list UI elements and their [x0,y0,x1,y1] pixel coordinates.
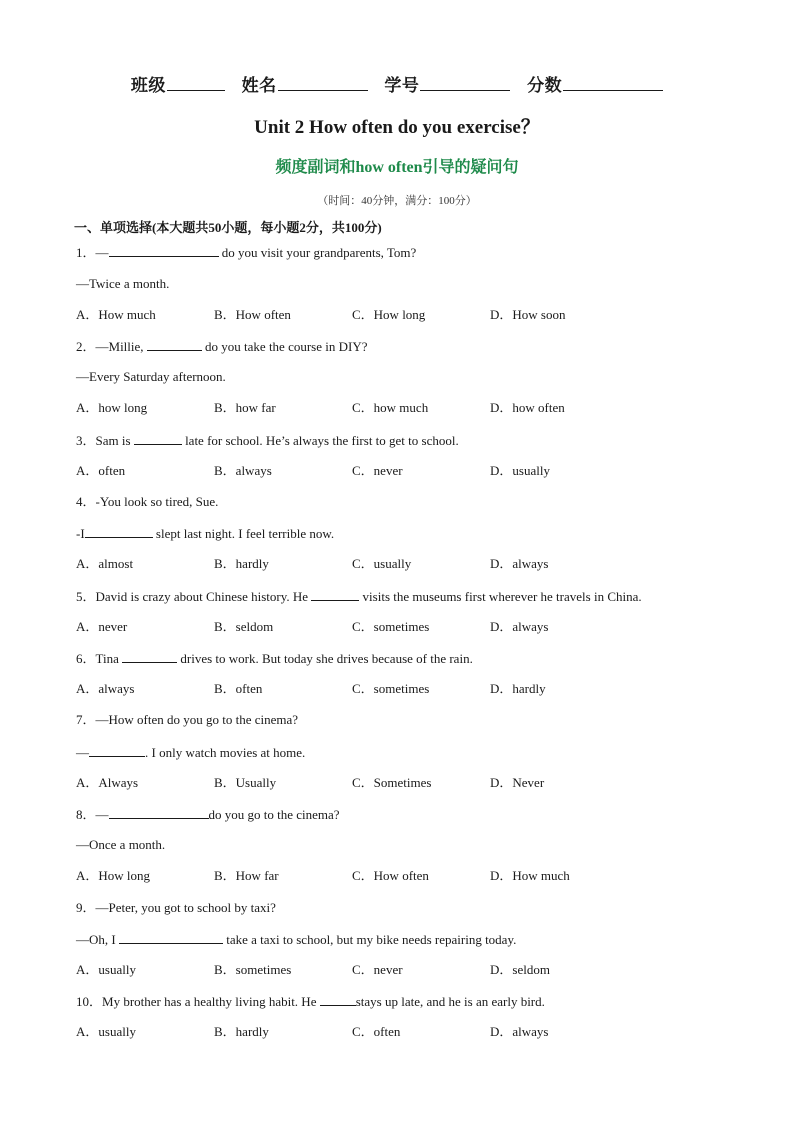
option-d[interactable]: D．How soon [490,307,566,322]
stem-text-before: — [95,807,109,822]
option-d[interactable]: D．hardly [490,681,546,696]
student-info-header [0,71,794,96]
stem-text-after: visits the museums first wherever he travels in China. [359,589,642,604]
section-heading: 一、单项选择(本大题共50小题，每小题2分，共100分) [74,220,382,235]
option-b[interactable]: B．hardly [214,1024,269,1039]
option-c[interactable]: C．sometimes [352,681,430,696]
option-d[interactable]: D．always [490,556,549,571]
question-stem [76,243,416,261]
number-blank[interactable] [420,74,510,91]
option-c[interactable]: C．often [352,1024,401,1039]
reply-line [76,930,516,948]
reply-text-before: — [76,745,89,760]
score-field [527,71,663,96]
answer-blank[interactable] [109,243,219,257]
option-row [76,618,736,636]
option-row [76,680,736,698]
stem-text-before: David is crazy about Chinese history. He [95,589,312,604]
option-c[interactable]: C．Sometimes [352,775,432,790]
reply-line: —Once a month. [76,837,166,852]
stem-text-after: do you go to the cinema? [208,807,340,822]
option-a[interactable]: A．Always [76,775,139,790]
option-a[interactable]: A．never [76,619,128,634]
option-d[interactable]: D．usually [490,463,550,478]
number-label: 学号 [384,76,420,95]
question-number: 4． [76,494,96,509]
option-a[interactable]: A．How long [76,868,151,883]
name-label: 姓名 [241,76,277,95]
option-d[interactable]: D．how often [490,400,565,415]
page-title: Unit 2 How often do you exercise？ [254,117,540,138]
time-score-note: （时间：40分钟，满分：100分） [317,195,477,207]
reply-line: —Every Saturday afternoon. [76,369,226,384]
option-d[interactable]: D．always [490,619,549,634]
class-field [131,71,225,96]
option-a[interactable]: A．usually [76,1024,136,1039]
question-stem [76,431,459,449]
option-a[interactable]: A．how long [76,400,148,415]
answer-blank[interactable] [119,930,223,944]
option-a[interactable]: A．almost [76,556,134,571]
answer-blank[interactable] [122,649,177,663]
score-blank[interactable] [563,74,663,91]
reply-text-after: take a taxi to school, but my bike needs repairing today. [222,932,517,947]
option-b[interactable]: B．always [214,463,272,478]
option-b[interactable]: B．how far [214,400,276,415]
option-b[interactable]: B．hardly [214,556,269,571]
question-stem [76,587,642,605]
reply-text-after: slept last night. I feel terrible now. [152,526,335,541]
reply-text-before: —Oh, I [76,932,119,947]
option-row [76,306,736,324]
option-a[interactable]: A．always [76,681,135,696]
question-number: 10． [76,994,103,1009]
reply-line [76,524,334,542]
stem-text-before: -You look so tired, Sue. [95,494,219,509]
answer-blank[interactable] [85,524,153,538]
stem-text-after: stays up late, and he is an early bird. [355,994,545,1009]
reply-line: —Twice a month. [76,276,170,291]
option-d[interactable]: D．seldom [490,962,550,977]
stem-text-before: —How often do you go to the cinema? [95,712,299,727]
reply-text-after: . I only watch movies at home. [145,745,306,760]
question-number: 9． [76,900,96,915]
stem-text-before: —Millie, [95,339,147,354]
option-d[interactable]: D．always [490,1024,549,1039]
option-c[interactable]: C．How often [352,868,429,883]
option-c[interactable]: C．usually [352,556,412,571]
question-number: 6． [76,651,96,666]
option-a[interactable]: A．How much [76,307,156,322]
answer-blank[interactable] [109,805,209,819]
question-number: 8． [76,807,96,822]
question-stem [76,649,473,667]
stem-text-after: late for school. He’s always the first to get to school. [181,433,459,448]
option-c[interactable]: C．sometimes [352,619,430,634]
question-number: 2． [76,339,96,354]
class-label: 班级 [130,76,166,95]
option-b[interactable]: B．often [214,681,263,696]
option-row [76,774,736,792]
option-b[interactable]: B．How often [214,307,291,322]
score-label: 分数 [527,76,563,95]
option-row [76,1023,736,1041]
reply-text-before: -I [76,526,85,541]
option-c[interactable]: C．How long [352,307,426,322]
option-d[interactable]: D．How much [490,868,570,883]
option-a[interactable]: A．often [76,463,126,478]
name-blank[interactable] [278,74,368,91]
question-stem [76,805,340,823]
stem-text-before: Tina [95,651,123,666]
option-row [76,555,736,573]
question-stem [76,899,276,917]
answer-blank[interactable] [311,587,359,601]
option-b[interactable]: B．How far [214,868,279,883]
option-c[interactable]: C．never [352,463,403,478]
option-c[interactable]: C．how much [352,400,429,415]
stem-text-after: drives to work. But today she drives because of the rain. [177,651,473,666]
option-c[interactable]: C．never [352,962,403,977]
class-blank[interactable] [167,74,225,91]
option-b[interactable]: B．seldom [214,619,274,634]
question-number: 7． [76,712,96,727]
stem-text-before: My brother has a healthy living habit. He [102,994,320,1009]
answer-blank[interactable] [89,743,145,757]
stem-text-before: Sam is [95,433,134,448]
page-subtitle: 频度副词和how often引导的疑问句 [275,159,519,176]
question-stem [76,493,218,511]
option-row [76,462,736,480]
question-stem [76,337,368,355]
stem-text-after: do you take the course in DIY? [201,339,368,354]
question-number: 1． [76,245,96,260]
answer-blank[interactable] [147,337,202,351]
answer-blank[interactable] [320,992,356,1006]
option-b[interactable]: B．sometimes [214,962,292,977]
option-row [76,867,736,885]
reply-line [76,743,305,761]
stem-text-before: —Peter, you got to school by taxi? [95,900,276,915]
option-row [76,961,736,979]
stem-text-after: do you visit your grandparents, Tom? [218,245,417,260]
stem-text-before: — [95,245,109,260]
question-number: 5． [76,589,96,604]
option-row [76,399,736,417]
answer-blank[interactable] [134,431,182,445]
name-field [242,71,368,96]
question-stem [76,711,298,729]
option-d[interactable]: D．Never [490,775,545,790]
option-a[interactable]: A．usually [76,962,136,977]
question-number: 3． [76,433,96,448]
question-stem [76,992,545,1010]
option-b[interactable]: B．Usually [214,775,277,790]
number-field [384,71,510,96]
